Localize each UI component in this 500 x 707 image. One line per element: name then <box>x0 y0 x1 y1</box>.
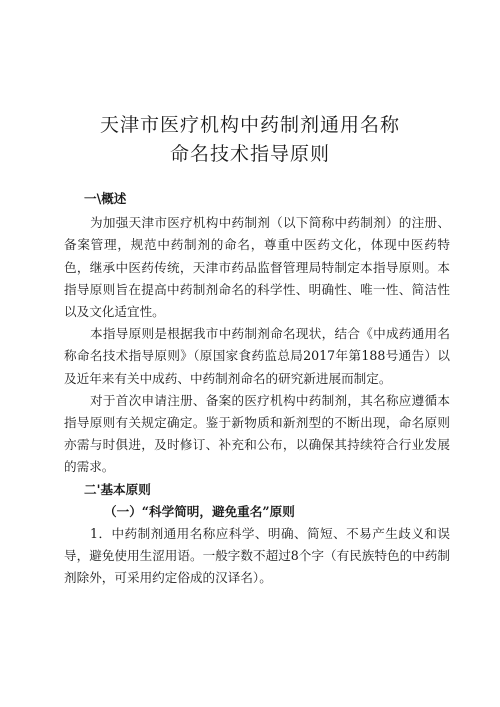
document-title-line1: 天津市医疗机构中药制剂通用名称 <box>99 114 400 136</box>
section-heading-principles: 二'基本原则 <box>84 481 151 497</box>
paragraph-rule-1: 1．中药制剂通用名称应科学、明确、简短、不易产生歧义和误导，避免使用生涩用语。一般字数不超过8个字（有民族特色的中药制剂除外，可采用约定俗成的汉译名）。 <box>64 526 450 586</box>
document-body <box>64 188 450 590</box>
subsection-heading-scientific: （一）“科学简明，避免重名”原则 <box>104 503 295 519</box>
document-title-line2: 命名技术指导原则 <box>169 143 330 165</box>
paragraph-purpose: 为加强天津市医疗机构中药制剂（以下简称中药制剂）的注册、备案管理，规范中药制剂的命名，尊重中医药文化，体现中医药特色，继承中医药传统，天津市药品监督管理局特制定本指导原则。本指导原则旨在提高中药制剂命名的科学性、明确性、唯一性、简洁性以及文化适宜性。 <box>64 215 450 320</box>
section-heading-overview: 一\概述 <box>84 191 127 206</box>
paragraph-scope: 对于首次申请注册、备案的医疗机构中药制剂，其名称应遵循本指导原则有关规定确定。鉴于新物质和新剂型的不断出现，命名原则亦需与时俱进，及时修订、补充和公布，以确保其持续符合行业发展的需求。 <box>64 392 450 475</box>
paragraph-basis: 本指导原则是根据我市中药制剂命名现状，结合《中成药通用名称命名技术指导原则》（原国家食药监总局2017年第188号通告）以及近年来有关中成药、中药制剂命名的研究新进展而制定。 <box>64 326 450 386</box>
